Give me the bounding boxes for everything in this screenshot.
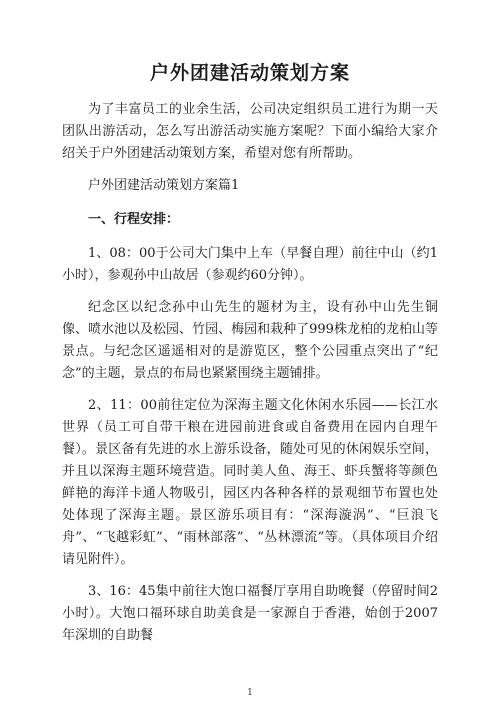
section-title: 户外团建活动策划方案篇1 [88, 178, 240, 193]
intro-paragraph: 为了丰富员工的业余生活，公司决定组织员工进行为期一天团队出游活动，怎么写出游活动实施方案呢？下面小编给大家介绍关于户外团建活动策划方案，希望对您有所帮助。 [62, 102, 438, 161]
memorial-area-description: 纪念区以纪念孙中山先生的题材为主，设有孙中山先生铜像、喷水池以及松园、竹园、梅园和栽种了999株龙柏的龙柏山等景点。与纪念区遥遥相对的是游览区，整个公园重点突出了“纪念”的主题，景点的布局也紧紧围绕主题铺排。 [62, 300, 438, 381]
itinerary-item-2: 2、11：00前往定位为深海主题文化休闲水乐园——长江水世界（员工可自带干粮在进园前进食或自备费用在园内自理午餐）。景区备有先进的水上游乐设备，随处可见的休闲娱乐空间，并且以深海主题环境营造。同时美人鱼、海王、虾兵蟹将等颜色鲜艳的海洋卡通人物吸引，园区内各种各样的景观细节布置也处处体现了深海主题。景区游乐项目有：“深海漩涡”、“巨浪飞舟”、“飞越彩虹”、“雨林部落”、“丛林漂流”等。（具体项目介绍请见附件）。 [62, 398, 438, 567]
page-number: 1 [247, 688, 253, 698]
itinerary-item-1: 1、08：00于公司大门集中上车（早餐自理）前往中山（约1小时），参观孙中山故居（参观约60分钟）。 [62, 246, 438, 283]
subsection-title: 一、行程安排： [88, 212, 180, 227]
itinerary-item-3: 3、16：45集中前往大饱口福餐厅享用自助晚餐（停留时间2小时）。大饱口福环球自助美食是一家源自于香港，始创于2007年深圳的自助餐 [62, 584, 438, 643]
document-title: 户外团建活动策划方案 [149, 62, 350, 84]
